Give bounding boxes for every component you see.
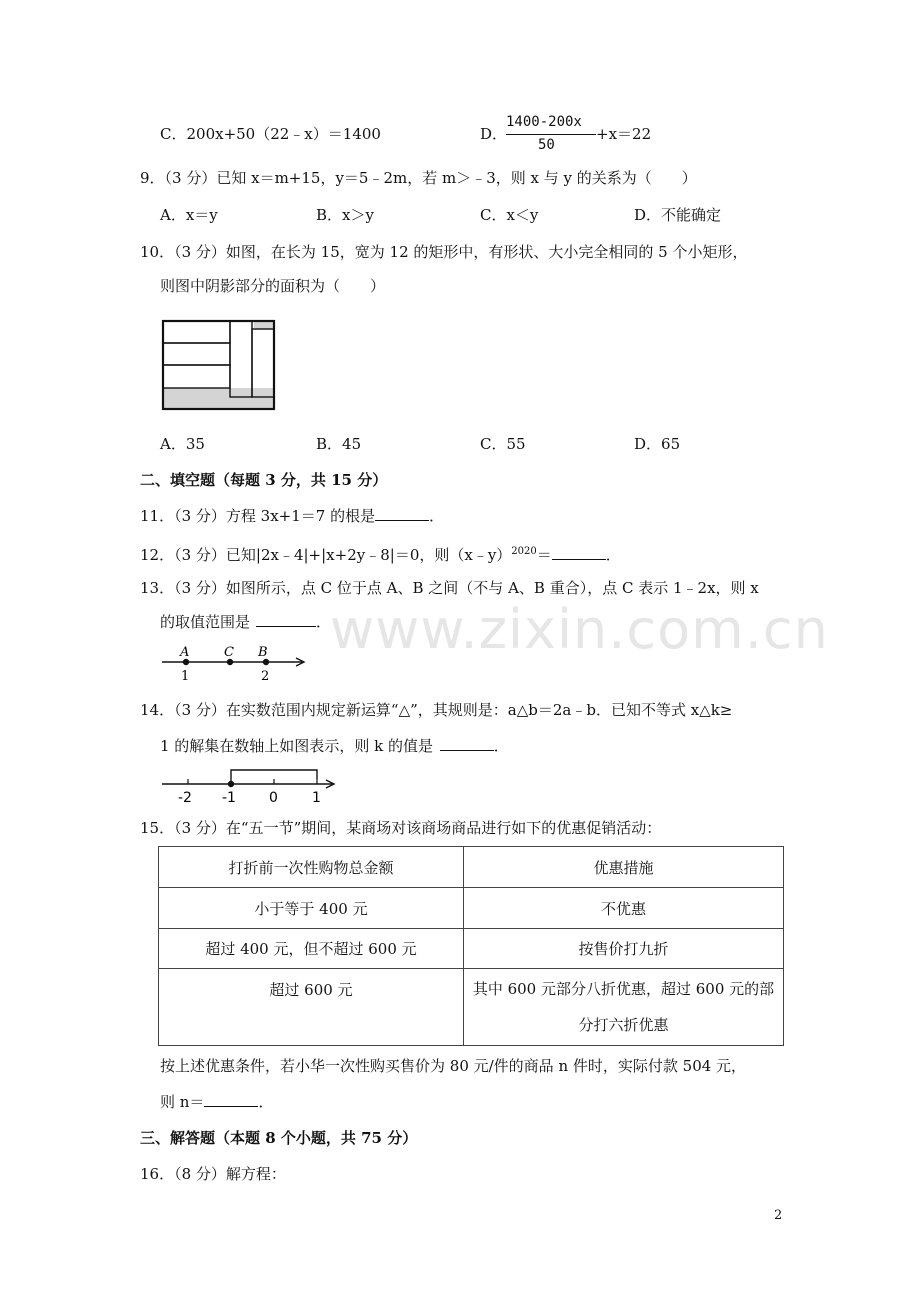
table-cell: 其中 600 元部分八折优惠，超过 600 元的部分打六折优惠 <box>464 969 784 1046</box>
table-cell: 超过 400 元，但不超过 600 元 <box>159 929 464 969</box>
small-rectangle-5 <box>252 329 274 397</box>
q12-stem: 12．（3 分）已知|2x﹣4|+|x+2y﹣8|＝0，则（x﹣y） <box>140 546 512 564</box>
q15-after-line1: 按上述优惠条件，若小华一次性购买售价为 80 元/件的商品 n 件时，实际付款 504 元， <box>160 1057 747 1075</box>
q10-option-b: B．45 <box>316 435 362 453</box>
solution-endpoint-dot <box>228 781 234 787</box>
q12-eq: ＝ <box>536 546 552 564</box>
q11-line <box>140 506 444 526</box>
table-cell: 超过 600 元 <box>159 969 464 1046</box>
q15-stem: 15．（3 分）在“五一节”期间，某商场对该商场商品进行如下的优惠促销活动： <box>140 819 662 837</box>
q13-stem-line1: 13．（3 分）如图所示，点 C 位于点 A、B 之间（不与 A、B 重合），点 C 表示 1﹣2x，则 x <box>140 579 759 597</box>
q9-stem: 9．（3 分）已知 x＝m+15，y＝5﹣2m，若 m＞﹣3，则 x 与 y 的关系为（ ） <box>140 169 697 187</box>
q13-stem-line2: 的取值范围是 <box>160 613 251 631</box>
label-c: C <box>224 645 234 660</box>
q15-after-line2 <box>160 1092 273 1112</box>
watermark: www.zixin.com.cn <box>330 598 829 661</box>
q13-end: ． <box>316 613 332 631</box>
q9-option-d: D．不能确定 <box>634 206 722 224</box>
table-cell: 按售价打九折 <box>464 929 784 969</box>
q15-after-line2-text: 则 n＝ <box>160 1093 205 1111</box>
q12-end: ． <box>605 546 621 564</box>
q12-exponent: 2020 <box>511 546 537 557</box>
small-rectangle-1 <box>163 321 230 343</box>
q13-answer-blank <box>256 612 316 627</box>
label-2: 2 <box>261 669 270 684</box>
label-a: A <box>180 645 190 660</box>
q9-option-a: A．x＝y <box>160 206 218 224</box>
q12-line <box>140 542 621 565</box>
label-1: 1 <box>181 669 190 684</box>
q10-rectangle-figure <box>160 318 278 412</box>
section2-heading: 二、填空题（每题 3 分，共 15 分） <box>140 471 388 489</box>
q14-number-line <box>160 764 342 806</box>
section3-heading: 三、解答题（本题 8 个小题，共 75 分） <box>140 1129 418 1147</box>
shaded-region-bottom <box>163 388 274 409</box>
tick-label--2: -2 <box>178 790 192 806</box>
q16-stem: 16．（8 分）解方程： <box>140 1165 286 1183</box>
q15-answer-blank <box>204 1092 258 1107</box>
shaded-region-top-right <box>254 321 274 329</box>
fraction-bar <box>506 134 596 135</box>
q10-stem-line2: 则图中阴影部分的面积为（ ） <box>160 277 386 295</box>
q10-option-c: C．55 <box>480 435 526 453</box>
q11-stem: 11．（3 分）方程 3x+1＝7 的根是 <box>140 507 376 525</box>
page-number: 2 <box>774 1208 783 1223</box>
q9-option-b: B．x＞y <box>316 206 374 224</box>
small-rectangle-3 <box>163 365 230 388</box>
q14-stem-line2: 1 的解集在数轴上如图表示，则 k 的值是 <box>160 737 438 755</box>
tick-label-0: 0 <box>269 790 278 806</box>
q15-end: ． <box>258 1093 274 1111</box>
q8-option-c: C．200x+50（22﹣x）＝1400 <box>160 125 381 143</box>
q10-option-d: D．65 <box>634 435 681 453</box>
q11-answer-blank <box>375 506 429 521</box>
q14-line2 <box>160 736 509 756</box>
table-row <box>159 969 784 1046</box>
q10-option-a: A．35 <box>160 435 205 453</box>
q13-number-line <box>160 642 310 684</box>
small-rectangle-4 <box>230 321 252 397</box>
q8-option-d-tail: +x＝22 <box>596 125 652 143</box>
q9-option-c: C．x＜y <box>480 206 539 224</box>
q8-option-d-label: D． <box>480 125 508 143</box>
q14-answer-blank <box>440 736 494 751</box>
q8-option-d-denominator: 50 <box>538 137 555 153</box>
q14-end: ． <box>493 737 509 755</box>
tick-label-1: 1 <box>312 790 321 806</box>
table-cell: 不优惠 <box>464 888 784 929</box>
tick-label--1: -1 <box>222 790 236 806</box>
table-header-amount: 打折前一次性购物总金额 <box>159 847 464 888</box>
promo-table <box>158 846 784 1046</box>
q8-option-d-numerator: 1400-200x <box>506 114 582 130</box>
q10-stem-line1: 10．（3 分）如图，在长为 15，宽为 12 的矩形中，有形状、大小完全相同的 5 个小矩形， <box>140 243 748 261</box>
small-rectangle-2 <box>163 343 230 365</box>
table-row <box>159 888 784 929</box>
q11-end: ． <box>429 507 445 525</box>
table-header-discount: 优惠措施 <box>464 847 784 888</box>
q12-answer-blank <box>552 545 606 560</box>
table-row <box>159 929 784 969</box>
table-header-row <box>159 847 784 888</box>
label-b: B <box>258 645 268 660</box>
table-cell: 小于等于 400 元 <box>159 888 464 929</box>
q14-stem-line1: 14．（3 分）在实数范围内规定新运算“△”，其规则是：a△b＝2a﹣b．已知不等式 x△k≥ <box>140 701 733 719</box>
q13-line2 <box>160 612 331 632</box>
